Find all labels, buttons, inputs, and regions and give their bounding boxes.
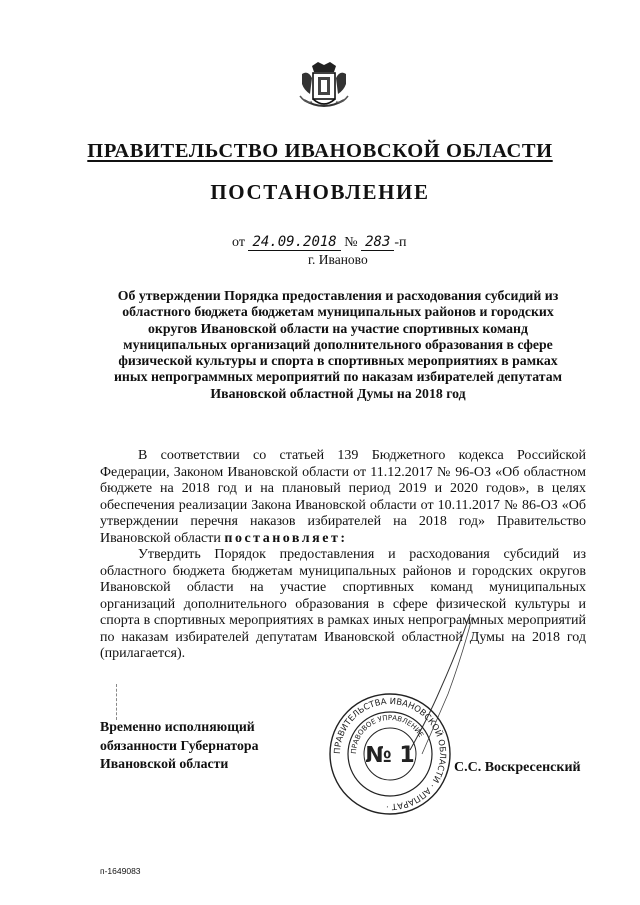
city: г. Иваново (308, 252, 368, 267)
date-prefix: от (232, 235, 245, 250)
signer-position (100, 718, 259, 774)
number-suffix: -п (394, 235, 407, 250)
body-paragraph: В соответствии со статьей 139 Бюджетного кодекса Российской Федерации, Законом Ивановской области от 11.12.2017 № 96-ОЗ «Об областном бюджете на 2018 год и на плановый период 2019 и 2020 годов», в целях обеспечения реализации Закона Ивановской области от 10.11.2017 № 86-ОЗ «Об утверждении перечня наказов избирателей на 2018 год» Правительство Ивановской области постановляет: (100, 448, 586, 546)
signer-name: С.С. Воскресенский (454, 760, 581, 775)
stamp-number: № 1 (365, 743, 415, 768)
stamp-outer-text: ПРАВИТЕЛЬСТВА ИВАНОВСКОЙ ОБЛАСТИ · АППАРАТ · (332, 696, 448, 812)
registration-number: п-1649083 (100, 866, 141, 876)
date-number-line (232, 234, 407, 251)
signer-line: Временно исполняющий (100, 719, 255, 734)
official-stamp (326, 690, 454, 818)
signer-line: Ивановской области (100, 756, 229, 771)
document-date: 24.09.2018 (248, 234, 340, 251)
document-type: ПОСТАНОВЛЕНИЕ (210, 180, 430, 204)
stamp-inner-text: ПРАВОВОЕ УПРАВЛЕНИЕ (349, 713, 425, 755)
coat-of-arms-icon (298, 60, 350, 114)
body-paragraph: Утвердить Порядок предоставления и расходования субсидий из областного бюджета бюджетам муниципальных районов и городских округов Ивановской области на участие спортивных команд муниципальных организаций дополнительного образования в сфере физической культуры и спорта в спортивных мероприятиях в рамках иных непрограммных мероприятий по наказам избирателей депутатам Ивановской областной Думы на 2018 год (прилагается). (100, 547, 586, 661)
document-body (100, 448, 586, 663)
organization-heading: ПРАВИТЕЛЬСТВО ИВАНОВСКОЙ ОБЛАСТИ (87, 140, 553, 162)
number-prefix: № (344, 235, 358, 250)
emphasis-decree: постановляет: (224, 530, 348, 546)
document-number: 283 (361, 234, 394, 251)
document-title: Об утверждении Порядка предоставления и расходования субсидий из областного бюджета бюджетам муниципальных районов и городских округов Ивановской области на участие спортивных команд муниципальных организаций дополнительного образования в сфере физической культуры и спорта в спортивных мероприятиях в рамках иных непрограммных мероприятий по наказам избирателей депутатам Ивановской областной Думы на 2018 год (113, 288, 563, 401)
margin-mark (116, 684, 119, 720)
signer-line: обязанности Губернатора (100, 737, 259, 753)
